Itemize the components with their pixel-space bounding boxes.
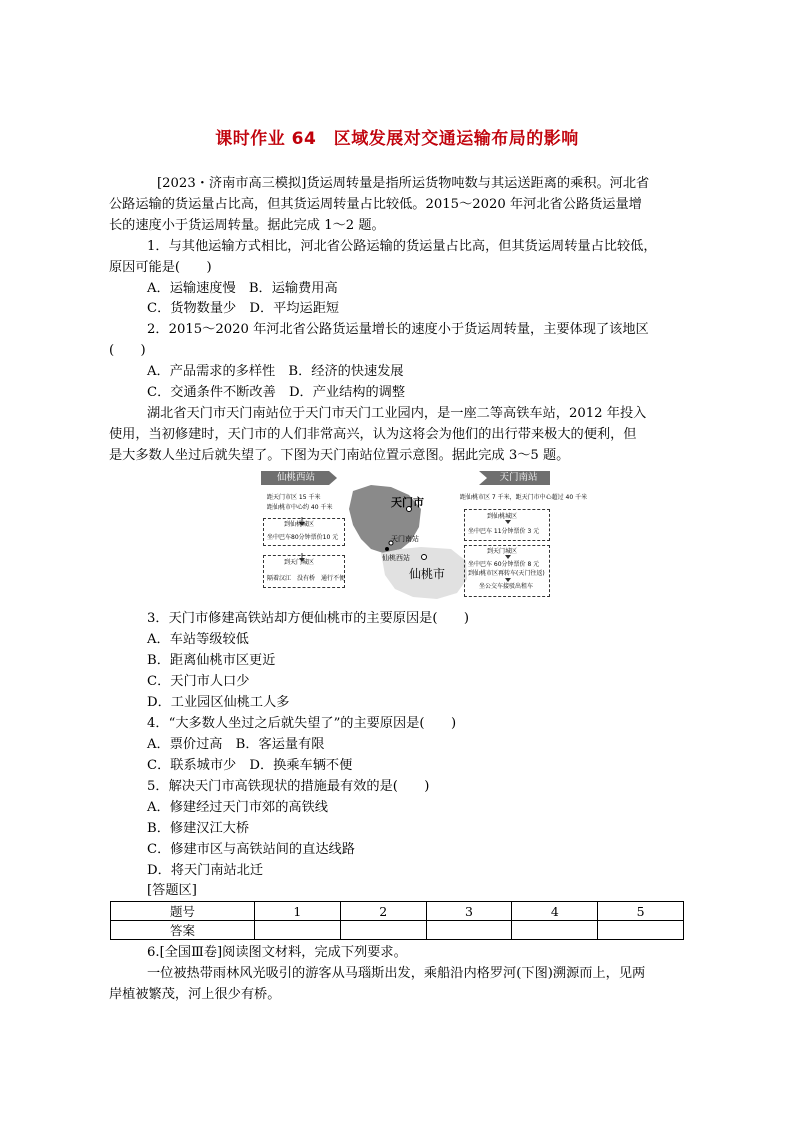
question-5-option-b: B．修建汉江大桥 [147,821,250,836]
xiantao-west-marker [385,547,389,551]
answer-table-header-row [111,902,684,921]
west-box1-detail: 坐中巴车80分钟票价10 元 [267,534,339,541]
answer-cell-1[interactable] [255,921,341,940]
question-2-stem-2: ( ) [109,343,146,358]
west-station-label: 仙桃西站 [276,472,315,483]
south-box1-detail: 坐中巴车 11分钟票价 3 元 [468,528,540,535]
south-station-label: 天门南站 [499,472,538,483]
south-box1-title: 到仙桃城区 [487,513,518,520]
answer-cell-4[interactable] [512,921,598,940]
question-1-options-cd: C．货物数量少 D．平均运距短 [147,301,340,316]
map-label-xiantao-city: 仙桃市 [409,567,446,581]
question-6-line-2: 岸植被繁茂，河上很少有桥。 [109,987,281,1002]
xiantao-city-marker [422,555,427,560]
question-2-stem: 2．2015～2020 年河北省公路货运量增长的速度小于货运周转量，主要体现了该地区 [147,322,649,337]
page-title: 课时作业 64 区域发展对交通运输布局的影响 [215,129,579,149]
west-box-tianmen [263,555,345,588]
question-1-stem: 1．与其他运输方式相比，河北省公路运输的货运量占比高，但其货运周转量占比较低， [147,239,657,254]
question-2-options-cd: C．交通条件不断改善 D．产业结构的调整 [147,385,406,400]
south-box-xiantao [464,509,550,541]
answer-cell-2[interactable] [340,921,426,940]
answer-area-label: [答题区] [147,883,197,898]
south-box2-line-1: 坐中巴车 60分钟票价 8 元 [468,561,540,568]
intro-1-line-3: 长的速度小于货运周转量。据此完成 1～2 题。 [109,218,385,233]
intro-1-line-2: 公路运输的货运量占比高，但其货运周转量占比较低。2015～2020 年河北省公路货运量增 [109,197,642,212]
intro-2-line-3: 是大多数人坐过后就失望了。下图为天门南站位置示意图。据此完成 3～5 题。 [109,448,570,463]
west-box-xiantao [263,518,345,546]
question-5-stem: 5．解决天门市高铁现状的措施最有效的是( ) [147,779,430,794]
answer-table-header-label: 题号 [111,902,255,921]
answer-cell-3[interactable] [426,921,512,940]
answer-table-header-1: 1 [255,902,341,921]
question-5-option-c: C．修建市区与高铁站间的直达线路 [147,842,355,857]
question-4-options-ab: A．票价过高 B．客运量有限 [147,737,325,752]
west-box2-title: 到天门城区 [284,559,315,566]
question-4-stem: 4．“大多数人坐过之后就失望了”的主要原因是( ) [147,716,457,731]
answer-table-header-5: 5 [598,902,684,921]
west-box1-title: 到仙桃城区 [284,521,315,528]
answer-table-answer-label: 答案 [111,921,255,940]
answer-table-header-4: 4 [512,902,598,921]
south-box-tianmen [464,545,550,597]
answer-table [110,901,684,940]
question-5-option-d: D．将天门南站北迁 [147,863,264,878]
question-1-stem-2: 原因可能是( ) [109,260,212,275]
west-info-1: 距天门市区 15 千米 [267,494,321,501]
question-2-options-ab: A．产品需求的多样性 B．经济的快速发展 [147,364,404,379]
question-3-option-c: C．天门市人口少 [147,674,250,689]
question-3-option-d: D．工业园区仙桃工人多 [147,695,290,710]
question-3-option-a: A．车站等级较低 [147,632,249,647]
answer-table-header-3: 3 [426,902,512,921]
question-5-option-a: A．修建经过天门市郊的高铁线 [147,800,328,815]
answer-table-answer-row [111,921,684,940]
map-label-tianmen-south: 天门南站 [391,535,419,543]
question-6-stem: 6.[全国Ⅲ卷]阅读图文材料，完成下列要求。 [147,945,407,960]
answer-table-header-2: 2 [340,902,426,921]
answer-cell-5[interactable] [598,921,684,940]
south-box2-line-3: 坐公交车接驳出租车 [479,583,534,590]
question-4-options-cd: C．联系城市少 D．换乘车辆不便 [147,758,353,773]
west-info-2: 距仙桃市中心约 40 千米 [267,504,333,511]
map-label-xiantao-west: 仙桃西站 [382,554,410,562]
question-3-option-b: B．距离仙桃市区更近 [147,653,276,668]
south-box2-line-2: 到仙桃市区再转车(天门往返) [468,570,545,577]
question-6-line-1: 一位被热带雨林风光吸引的游客从马瑙斯出发，乘船沿内格罗河(下图)溯源而上，见两 [147,966,646,981]
question-3-stem: 3．天门市修建高铁站却方便仙桃市的主要原因是( ) [147,611,469,626]
map-label-tianmen-city: 天门市 [391,496,424,509]
west-box2-detail: 隔着汉江 没有桥 通行不便 [267,575,346,582]
intro-2-line-1: 湖北省天门市天门南站位于天门市天门工业园内，是一座二等高铁车站，2012 年投入 [147,406,647,421]
question-1-options-ab: A．运输速度慢 B．运输费用高 [147,281,338,296]
station-location-diagram [261,469,588,601]
south-box2-title: 到天门城区 [487,548,518,555]
south-info: 距仙桃市区 7 千米，距天门市中心超过 40 千米 [460,494,588,501]
intro-2-line-2: 使用，当初修建时，天门市的人们非常高兴，认为这将会为他们的出行带来极大的便利，但 [109,427,637,442]
intro-1-line-1: [2023・济南市高三模拟]货运周转量是指所运货物吨数与其运送距离的乘积。河北省 [157,176,650,191]
